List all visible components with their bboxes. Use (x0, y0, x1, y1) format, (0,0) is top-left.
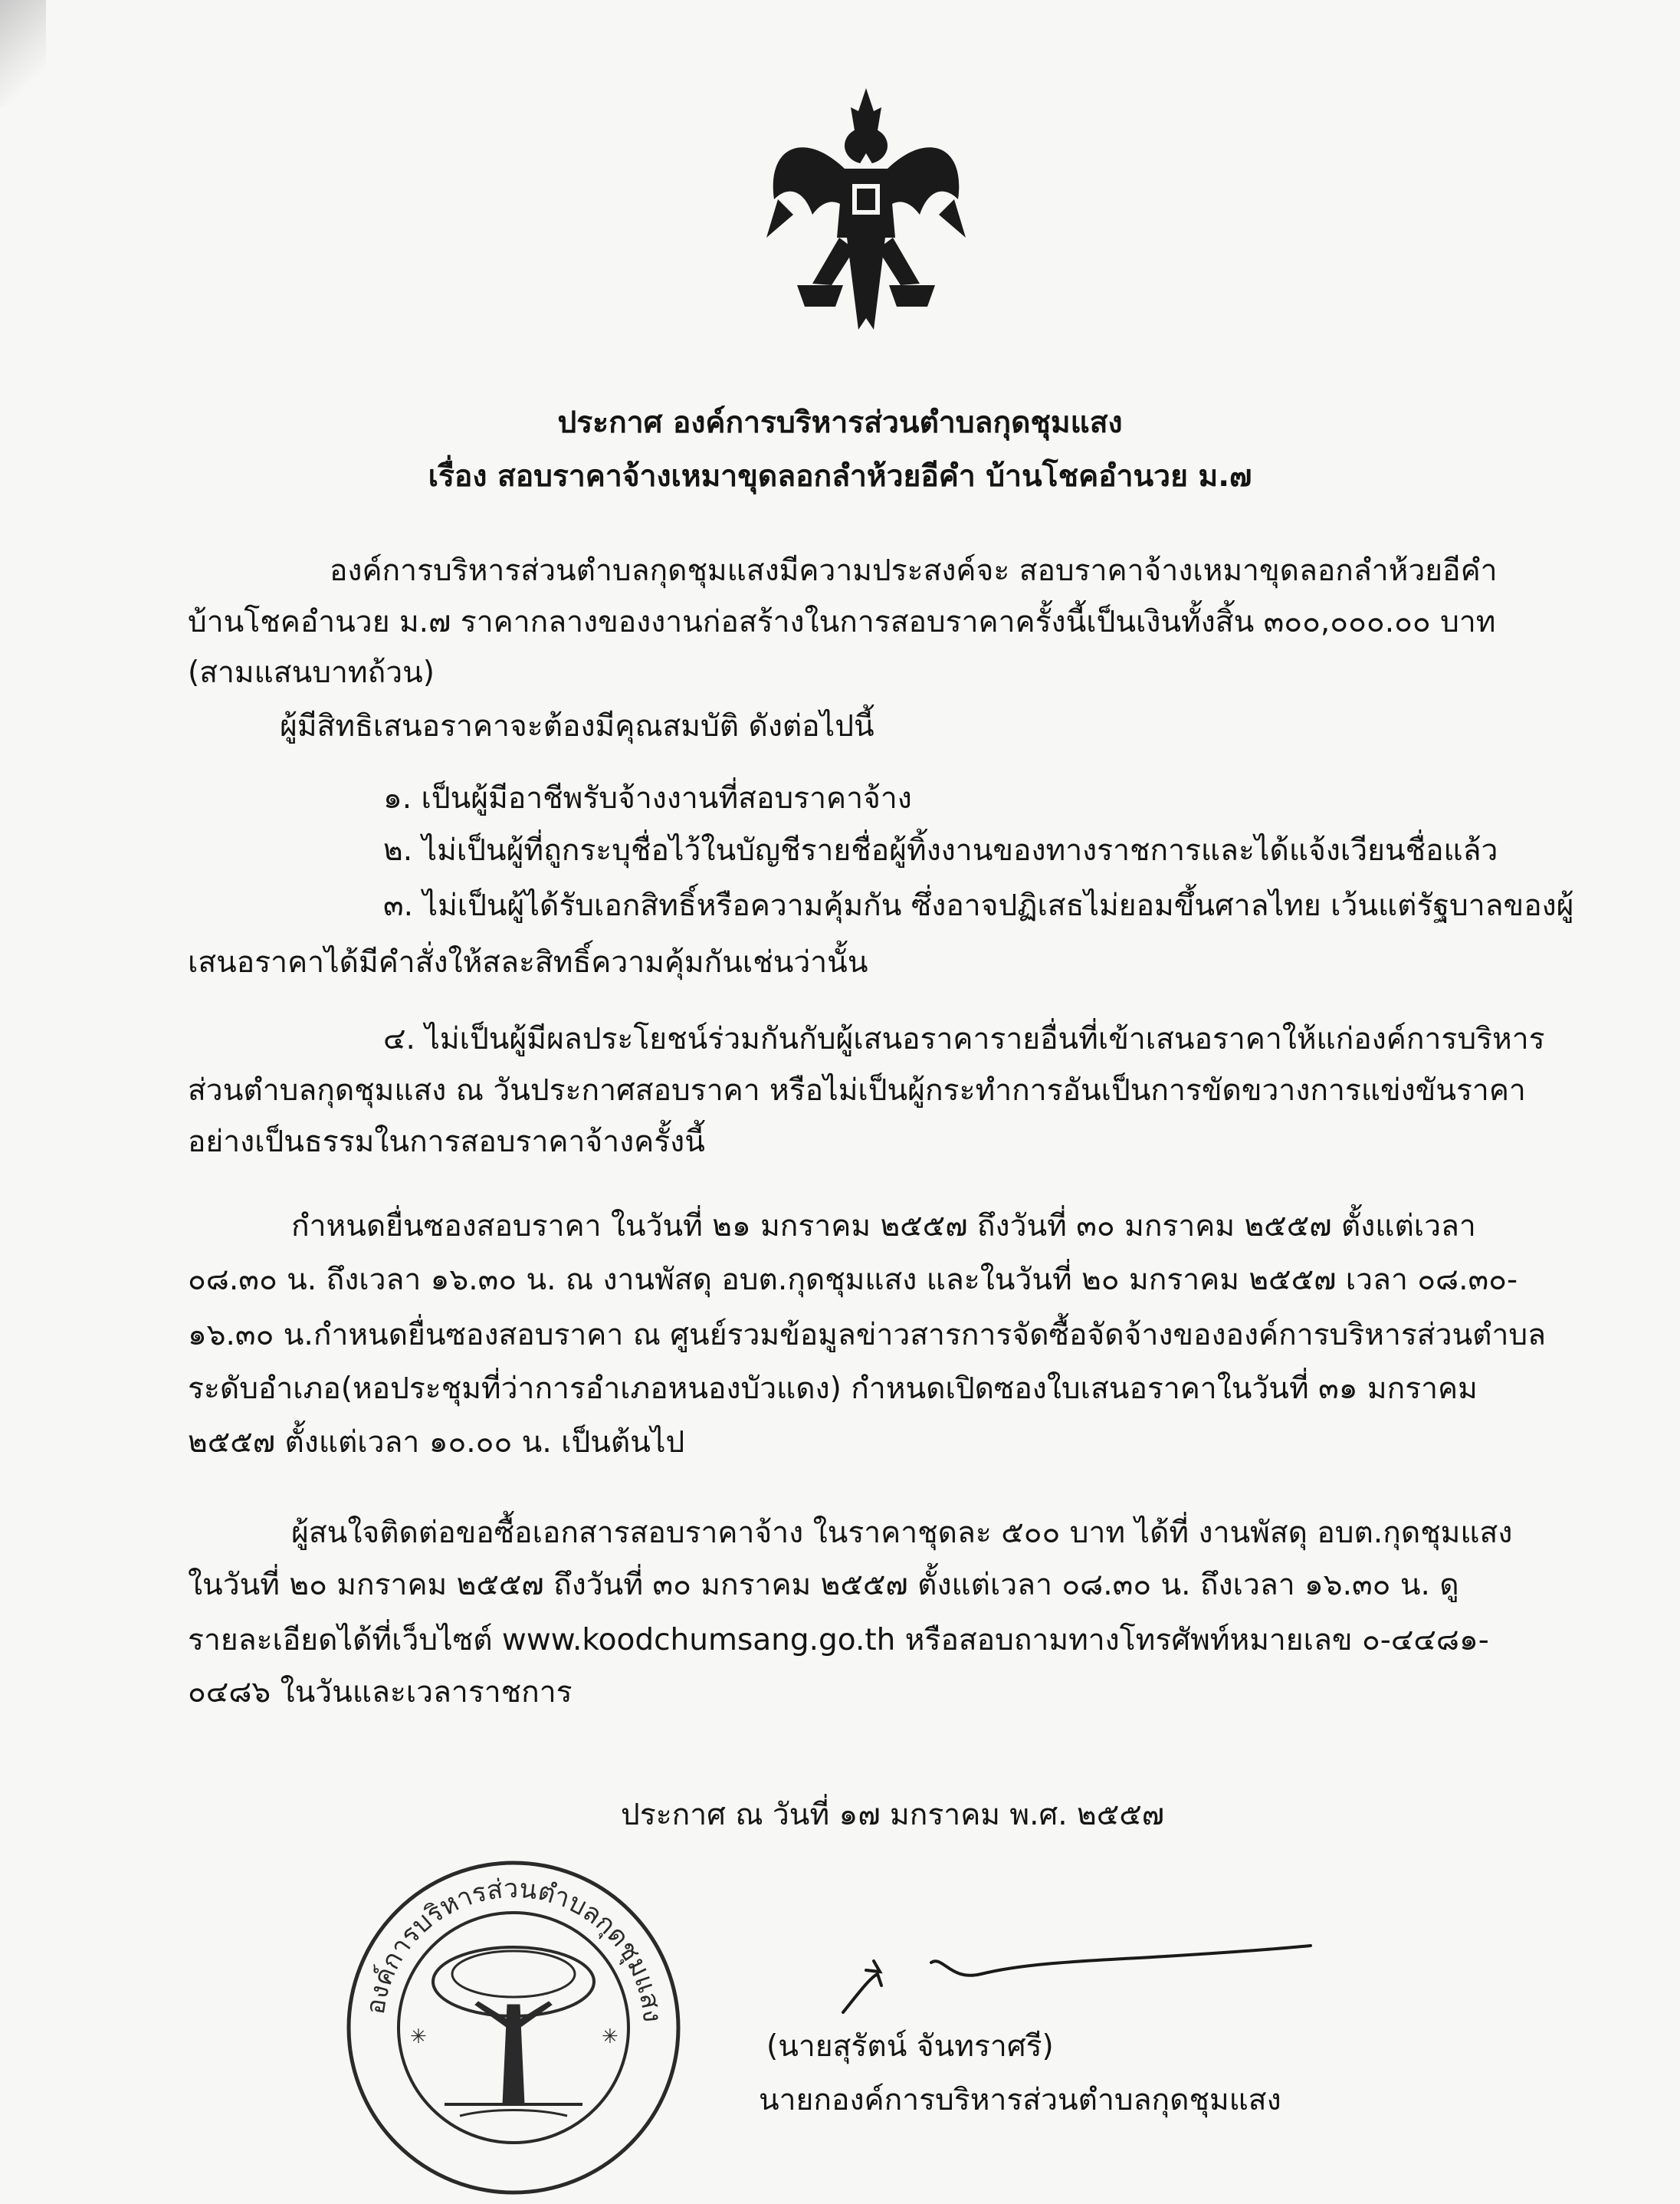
svg-text:องค์การบริหารส่วนตำบลกุดชุมแสง: องค์การบริหารส่วนตำบลกุดชุมแสง (359, 1873, 668, 2024)
contact-line: รายละเอียดได้ที่เว็บไซต์ www.koodchumsang.go.th หรือสอบถามทางโทรศัพท์หมายเลข ๐-๔๔๘๑- (188, 1623, 1489, 1657)
garuda-emblem-icon (759, 84, 973, 337)
announcement-title: ประกาศ องค์การบริหารส่วนตำบลกุดชุมแสง (557, 406, 1123, 440)
qualification-item: ๒. ไม่เป็นผู้ที่ถูกระบุชื่อไว้ในบัญชีรายชื่อผู้ทิ้งงานของทางราชการและได้แจ้งเวียนชื่อแล้ว (383, 833, 1498, 868)
svg-text:✳: ✳ (602, 2025, 619, 2048)
announcement-date: ประกาศ ณ วันที่ ๑๗ มกราคม พ.ศ. ๒๕๕๗ (621, 1798, 1165, 1832)
svg-text:✳: ✳ (410, 2025, 427, 2048)
intro-line: องค์การบริหารส่วนตำบลกุดชุมแสงมีความประสงค์จะ สอบราคาจ้างเหมาขุดลอกลำห้วยอีคำ (330, 553, 1498, 588)
schedule-line: กำหนดยื่นซองสอบราคา ในวันที่ ๒๑ มกราคม ๒๕๕๗ ถึงวันที่ ๓๐ มกราคม ๒๕๕๗ ตั้งแต่เวลา (291, 1209, 1476, 1243)
qualification-item: ๓. ไม่เป็นผู้ได้รับเอกสิทธิ์หรือความคุ้มกัน ซึ่งอาจปฏิเสธไม่ยอมขึ้นศาลไทย เว้นแต่รัฐบาลของผู้ (383, 888, 1574, 923)
signer-title: นายกองค์การบริหารส่วนตำบลกุดชุมแสง (759, 2083, 1281, 2117)
schedule-line: ๒๕๕๗ ตั้งแต่เวลา ๑๐.๐๐ น. เป็นต้นไป (188, 1425, 685, 1460)
schedule-line: ระดับอำเภอ(หอประชุมที่ว่าการอำเภอหนองบัวแดง) กำหนดเปิดซองใบเสนอราคาในวันที่ ๓๑ มกราคม (188, 1371, 1478, 1406)
qualification-item: อย่างเป็นธรรมในการสอบราคาจ้างครั้งนี้ (188, 1125, 705, 1159)
handwritten-signature (828, 1940, 1318, 2024)
signer-name: (นายสุรัตน์ จันทราศรี) (766, 2029, 1054, 2064)
qualifications-heading: ผู้มีสิทธิเสนอราคาจะต้องมีคุณสมบัติ ดังต่อไปนี้ (280, 709, 874, 744)
contact-line: ๐๔๘๖ ในวันและเวลาราชการ (188, 1675, 573, 1710)
contact-line: ผู้สนใจติดต่อขอซื้อเอกสารสอบราคาจ้าง ในราคาชุดละ ๕๐๐ บาท ได้ที่ งานพัสดุ อบต.กุดชุมแสง (291, 1516, 1513, 1550)
official-seal-stamp (337, 1851, 690, 2204)
intro-line: (สามแสนบาทถ้วน) (188, 655, 435, 690)
announcement-subject: เรื่อง สอบราคาจ้างเหมาขุดลอกลำห้วยอีคำ บ้านโชคอำนวย ม.๗ (428, 459, 1252, 494)
schedule-line: ๐๘.๓๐ น. ถึงเวลา ๑๖.๓๐ น. ณ งานพัสดุ อบต.กุดชุมแสง และในวันที่ ๒๐ มกราคม ๒๕๕๗ เวลา ๐๘.๓๐- (188, 1263, 1518, 1297)
qualification-item: ๔. ไม่เป็นผู้มีผลประโยชน์ร่วมกันกับผู้เสนอราคารายอื่นที่เข้าเสนอราคาให้แก่องค์การบริหาร (383, 1022, 1545, 1056)
qualification-item: ๑. เป็นผู้มีอาชีพรับจ้างงานที่สอบราคาจ้าง (383, 781, 912, 816)
contact-line: ในวันที่ ๒๐ มกราคม ๒๕๕๗ ถึงวันที่ ๓๐ มกราคม ๒๕๕๗ ตั้งแต่เวลา ๐๘.๓๐ น. ถึงเวลา ๑๖.๓๐ น. ดู (188, 1568, 1459, 1602)
qualification-item: เสนอราคาได้มีคำสั่งให้สละสิทธิ์ความคุ้มกันเช่นว่านั้น (188, 945, 868, 980)
intro-line: บ้านโชคอำนวย ม.๗ ราคากลางของงานก่อสร้างในการสอบราคาครั้งนี้เป็นเงินทั้งสิ้น ๓๐๐,๐๐๐.๐๐ บาท (188, 605, 1496, 639)
qualification-item: ส่วนตำบลกุดชุมแสง ณ วันประกาศสอบราคา หรือไม่เป็นผู้กระทำการอันเป็นการขัดขวางการแข่งขันราคา (188, 1073, 1526, 1108)
schedule-line: ๑๖.๓๐ น.กำหนดยื่นซองสอบราคา ณ ศูนย์รวมข้อมูลข่าวสารการจัดซื้อจัดจ้างขององค์การบริหารส่วนตำบล (188, 1318, 1547, 1352)
